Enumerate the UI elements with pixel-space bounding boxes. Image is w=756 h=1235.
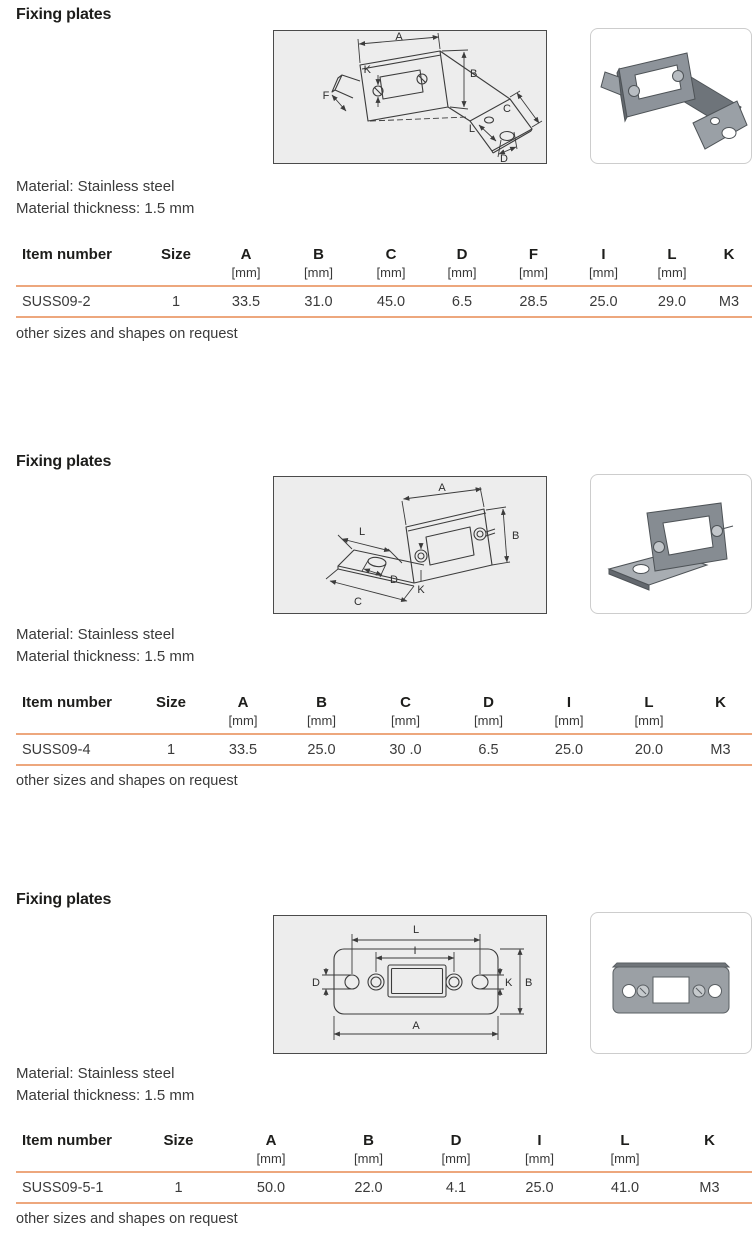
col-header-k: K (704, 1132, 715, 1149)
col-header-size: Size (163, 1132, 194, 1149)
technical-drawing-1 (273, 30, 547, 164)
technical-drawing-2 (273, 476, 547, 614)
cell-size: 1 (174, 1180, 183, 1196)
col-header-i: I [mm] (589, 246, 618, 280)
col-header-i: I [mm] (525, 1132, 554, 1166)
table-row (16, 734, 752, 765)
dim-label-f: F (322, 90, 330, 102)
cell-d: 4.1 (445, 1180, 467, 1196)
col-header-a: A [mm] (231, 246, 261, 280)
material-thickness-line: Material thickness: 1.5 mm (16, 200, 195, 217)
col-header-a: A [mm] (256, 1132, 286, 1166)
cell-item-number: SUSS09-4 (22, 742, 91, 758)
dim-label-k: K (505, 977, 513, 989)
spec-table-3 (16, 1129, 752, 1204)
col-header-l: L [mm] (610, 1132, 640, 1166)
col-header-l: L [mm] (657, 246, 687, 280)
dim-label-d: D (500, 153, 508, 163)
material-info-3 (16, 1063, 194, 1107)
col-header-d: D [mm] (474, 694, 503, 728)
dim-label-a: A (438, 482, 446, 494)
dim-label-k: K (417, 584, 425, 596)
cell-i: 25.0 (554, 742, 584, 758)
cell-k: M3 (710, 742, 731, 758)
col-header-d: D [mm] (441, 1132, 471, 1166)
col-header-k: K (715, 694, 726, 711)
product-photo-2 (590, 474, 752, 614)
dim-label-k: K (363, 64, 371, 76)
sizes-note-2: other sizes and shapes on request (16, 773, 238, 789)
dim-label-l: L (412, 924, 420, 936)
cell-size: 1 (171, 294, 181, 310)
dim-label-d: D (312, 977, 320, 989)
col-header-i: I [mm] (554, 694, 584, 728)
dim-label-d: D (390, 574, 398, 586)
col-header-item-number: Item number (22, 246, 113, 263)
cell-c: 45.0 (376, 294, 406, 310)
col-header-c: C [mm] (376, 246, 406, 280)
cell-item-number: SUSS09-5-1 (22, 1180, 104, 1196)
z-bracket-drawing (274, 31, 546, 163)
table-row (16, 286, 752, 317)
table-header-row (16, 243, 752, 286)
flat-plate-photo (591, 913, 751, 1053)
cell-d: 6.5 (451, 294, 473, 310)
col-header-b: B [mm] (354, 1132, 383, 1166)
cell-k: M3 (699, 1180, 720, 1196)
material-line: Material: Stainless steel (16, 626, 175, 643)
cell-l: 20.0 (634, 742, 664, 758)
cell-b: 25.0 (307, 742, 336, 758)
material-info-2 (16, 624, 194, 668)
cell-i: 25.0 (589, 294, 618, 310)
cell-i: 25.0 (525, 1180, 554, 1196)
cell-l: 29.0 (657, 294, 687, 310)
col-header-c: C [mm] (391, 694, 420, 728)
table-header-row (16, 691, 752, 734)
dim-label-c: C (354, 596, 362, 608)
col-header-size: Size (160, 246, 191, 263)
dim-label-c: C (503, 103, 511, 115)
product-photo-1 (590, 28, 752, 164)
spec-table-2 (16, 691, 752, 766)
cell-l: 41.0 (610, 1180, 640, 1196)
dim-label-a: A (395, 31, 403, 43)
material-info-1 (16, 176, 194, 220)
cell-c: 30 .0 (389, 742, 422, 758)
dim-label-a: A (412, 1020, 420, 1032)
cell-a: 33.5 (231, 294, 261, 310)
col-header-f: F [mm] (519, 246, 548, 280)
col-header-k: K (723, 246, 735, 263)
col-header-l: L [mm] (634, 694, 664, 728)
dim-label-l: L (468, 123, 475, 135)
section-title-3: Fixing plates (16, 891, 112, 908)
col-header-b: B [mm] (307, 694, 336, 728)
cell-size: 1 (166, 742, 176, 758)
col-header-a: A [mm] (228, 694, 258, 728)
col-header-b: B [mm] (304, 246, 333, 280)
table-header-row (16, 1129, 752, 1172)
technical-drawing-3 (273, 915, 547, 1054)
spec-table-1 (16, 243, 752, 318)
material-thickness-line: Material thickness: 1.5 mm (16, 648, 195, 665)
sizes-note-3: other sizes and shapes on request (16, 1211, 238, 1227)
table-row (16, 1172, 752, 1203)
dim-label-b: B (512, 530, 520, 542)
cell-item-number: SUSS09-2 (22, 294, 91, 310)
cell-d: 6.5 (478, 742, 499, 758)
col-header-d: D [mm] (447, 246, 477, 280)
dim-label-i: I (413, 945, 417, 957)
section-title-2: Fixing plates (16, 453, 112, 470)
col-header-size: Size (155, 694, 186, 711)
cell-b: 22.0 (354, 1180, 383, 1196)
dim-label-b: B (470, 68, 478, 80)
sizes-note-1: other sizes and shapes on request (16, 326, 238, 342)
material-line: Material: Stainless steel (16, 1065, 175, 1082)
cell-a: 33.5 (228, 742, 258, 758)
product-photo-3 (590, 912, 752, 1054)
dim-label-b: B (525, 977, 533, 989)
col-header-item-number: Item number (22, 1132, 113, 1149)
material-line: Material: Stainless steel (16, 178, 175, 195)
l-bracket-photo (591, 475, 751, 613)
section-title-1: Fixing plates (16, 6, 112, 23)
z-bracket-photo (591, 29, 751, 163)
flat-plate-drawing (274, 916, 546, 1053)
dim-label-l: L (358, 526, 366, 538)
l-bracket-drawing (274, 477, 546, 613)
cell-k: M3 (718, 294, 740, 310)
cell-f: 28.5 (519, 294, 548, 310)
material-thickness-line: Material thickness: 1.5 mm (16, 1087, 195, 1104)
cell-a: 50.0 (256, 1180, 286, 1196)
col-header-item-number: Item number (22, 694, 113, 711)
cell-b: 31.0 (304, 294, 333, 310)
